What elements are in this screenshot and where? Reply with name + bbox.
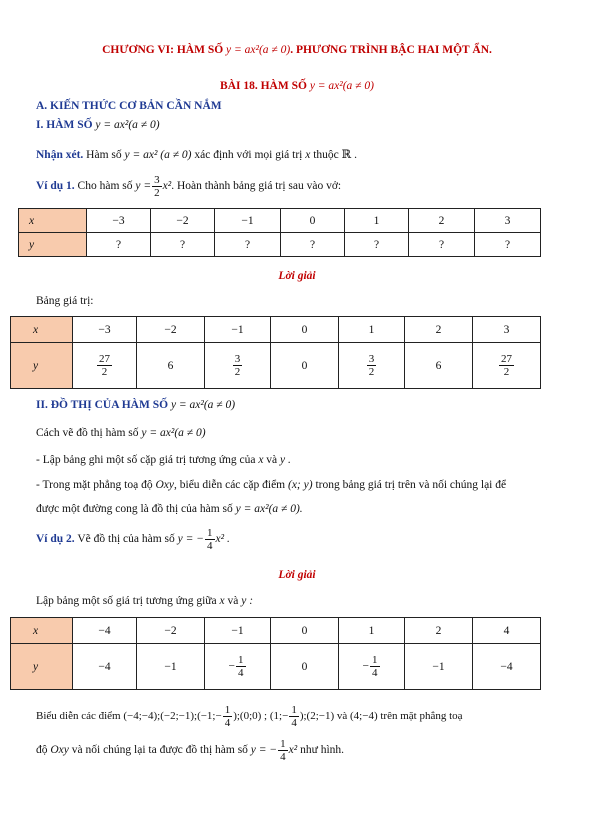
section-2-formula: y = ax²(a ≠ 0) bbox=[170, 399, 236, 411]
answer-table-y-row bbox=[11, 343, 541, 389]
question-table-x-label: x bbox=[19, 209, 87, 233]
example-2-line bbox=[36, 527, 230, 552]
final-text-1: độ bbox=[36, 744, 48, 756]
question-y-cell: ? bbox=[345, 233, 409, 257]
question-table bbox=[18, 208, 541, 257]
example-2-table-x-label: x bbox=[11, 618, 73, 644]
final-y: y = − bbox=[250, 744, 278, 756]
question-x-cell: 3 bbox=[475, 209, 541, 233]
example-2-y-cell: −4 bbox=[73, 644, 137, 690]
chapter-suffix: . PHƯƠNG TRÌNH BẬC HAI MỘT ẨN. bbox=[290, 44, 492, 56]
question-x-cell: −2 bbox=[151, 209, 215, 233]
step-2-point: (x; y) bbox=[288, 479, 313, 491]
question-y-cell: ? bbox=[475, 233, 541, 257]
step-2-text-1: - Trong mặt phẳng toạ độ bbox=[36, 479, 153, 491]
points-p5-close: );(2;−1) bbox=[299, 710, 335, 722]
step-1-and: và bbox=[266, 454, 278, 466]
example-2-table-y-label: y bbox=[11, 644, 73, 690]
step-2-oxy: Oxy bbox=[155, 479, 174, 491]
points-p5-den: 4 bbox=[291, 716, 297, 729]
answer-y-den: 2 bbox=[503, 366, 510, 378]
answer-y-num: 3 bbox=[234, 353, 241, 365]
example-1-text-2: . Hoàn thành bảng giá trị sau vào vở: bbox=[171, 180, 342, 193]
question-x-cell: −3 bbox=[87, 209, 151, 233]
example-2-x-cell: 4 bbox=[473, 618, 541, 644]
remark-formula: y = ax² (a ≠ 0) bbox=[124, 149, 192, 161]
answer-table-x-label: x bbox=[11, 317, 73, 343]
example-2-x2: x² . bbox=[215, 533, 230, 546]
points-p3-num: 1 bbox=[224, 703, 231, 716]
method-text: Cách vẽ đồ thị hàm số bbox=[36, 427, 139, 439]
example-2-y-num: 1 bbox=[372, 654, 378, 666]
example-2-y-cell bbox=[205, 644, 271, 690]
step-1-y: y . bbox=[280, 454, 291, 466]
example-2-frac-num: 1 bbox=[207, 527, 213, 539]
answer-y-cell bbox=[473, 343, 541, 389]
points-last: (4;−4) bbox=[350, 710, 378, 722]
answer-table-x-row bbox=[11, 317, 541, 343]
example-1-label: Ví dụ 1. bbox=[36, 180, 75, 193]
answer-y-num: 27 bbox=[501, 353, 512, 365]
example-2-y-cell: −4 bbox=[473, 644, 541, 690]
question-x-cell: 2 bbox=[409, 209, 475, 233]
answer-x-cell: 3 bbox=[473, 317, 541, 343]
step-2-text-2: , biểu diễn các cặp điểm bbox=[174, 479, 286, 491]
answer-y-den: 2 bbox=[234, 366, 241, 378]
final-frac-num: 1 bbox=[280, 737, 286, 750]
answer-y-num: 3 bbox=[368, 353, 375, 365]
step-2-text-3: trong bảng giá trị trên và nối chúng lại để bbox=[315, 479, 507, 491]
answer-x-cell: −3 bbox=[73, 317, 137, 343]
points-p3-den: 4 bbox=[224, 716, 231, 729]
section-1-formula: y = ax²(a ≠ 0) bbox=[95, 119, 160, 131]
points-p5-num: 1 bbox=[291, 703, 297, 716]
remark-line bbox=[36, 148, 357, 162]
section-2-prefix: II. ĐỒ THỊ CỦA HÀM SỐ bbox=[36, 399, 169, 411]
answer-table-intro: Bảng giá trị: bbox=[36, 295, 94, 307]
points-and: và bbox=[336, 710, 348, 722]
method-line bbox=[36, 426, 206, 440]
points-part-1: (−4;−4);(−2;−1); bbox=[123, 710, 198, 722]
remark-text-2: xác định với mọi giá trị bbox=[194, 149, 303, 161]
chapter-prefix: CHƯƠNG VI: HÀM SỐ bbox=[102, 44, 224, 56]
step-2-text-4: được một đường cong là đồ thị của hàm số bbox=[36, 503, 233, 515]
example-2-table-x-row bbox=[11, 618, 541, 644]
answer-y-cell: 0 bbox=[271, 343, 339, 389]
question-y-cell: ? bbox=[281, 233, 345, 257]
example-2-x-cell: −2 bbox=[137, 618, 205, 644]
final-frac-den: 4 bbox=[280, 750, 286, 763]
minus-sign: − bbox=[362, 660, 369, 673]
final-x2: x² bbox=[288, 744, 298, 756]
answer-table bbox=[10, 316, 541, 389]
question-table-y-label: y bbox=[19, 233, 87, 257]
table-3-intro-text: Lập bảng một số giá trị tương ứng giữa bbox=[36, 595, 217, 607]
example-2-y-cell: 0 bbox=[271, 644, 339, 690]
question-x-cell: 1 bbox=[345, 209, 409, 233]
example-2-text: Vẽ đồ thị của hàm số bbox=[77, 533, 175, 546]
example-2-y-cell: −1 bbox=[137, 644, 205, 690]
lesson-heading bbox=[0, 79, 594, 93]
example-2-y: y = − bbox=[177, 533, 205, 546]
table-3-intro-and: và bbox=[227, 595, 239, 607]
points-p5-open: (1;− bbox=[269, 710, 289, 722]
answer-y-den: 2 bbox=[101, 366, 108, 378]
remark-text-3: thuộc ℝ . bbox=[313, 149, 357, 161]
question-y-cell: ? bbox=[87, 233, 151, 257]
example-2-table bbox=[10, 617, 541, 690]
step-2-formula: y = ax²(a ≠ 0). bbox=[235, 503, 303, 515]
example-2-table-y-row bbox=[11, 644, 541, 690]
method-formula: y = ax²(a ≠ 0) bbox=[141, 427, 206, 439]
example-2-x-cell: 1 bbox=[339, 618, 405, 644]
points-text-1: Biểu diễn các điểm bbox=[36, 710, 121, 722]
section-2-title bbox=[36, 398, 235, 412]
section-1-prefix: I. HÀM SỐ bbox=[36, 119, 93, 131]
step-1-text: - Lập bảng ghi một số cặp giá trị tương ứng của bbox=[36, 454, 256, 466]
example-1-x2: x² bbox=[162, 180, 172, 193]
section-a-title: A. KIẾN THỨC CƠ BẢN CẦN NẮM bbox=[36, 100, 222, 112]
remark-var: x bbox=[305, 149, 311, 161]
solution-label-2: Lời giải bbox=[278, 569, 316, 581]
chapter-formula: y = ax²(a ≠ 0) bbox=[226, 44, 291, 56]
question-y-cell: ? bbox=[151, 233, 215, 257]
answer-x-cell: 2 bbox=[405, 317, 473, 343]
points-p3-open: (−1;− bbox=[197, 710, 222, 722]
example-2-x-cell: 0 bbox=[271, 618, 339, 644]
final-line bbox=[36, 737, 344, 763]
table-3-intro bbox=[36, 594, 253, 608]
answer-x-cell: 0 bbox=[271, 317, 339, 343]
answer-x-cell: −1 bbox=[205, 317, 271, 343]
table-3-intro-x: x bbox=[219, 595, 225, 607]
answer-x-cell: −2 bbox=[137, 317, 205, 343]
lesson-prefix: BÀI 18. HÀM SỐ bbox=[220, 80, 307, 92]
final-text-3: như hình. bbox=[300, 744, 345, 756]
example-1-frac-den: 2 bbox=[154, 187, 160, 199]
step-1-x: x bbox=[258, 454, 264, 466]
question-x-cell: −1 bbox=[215, 209, 281, 233]
example-1-fraction bbox=[152, 174, 162, 199]
answer-table-y-label: y bbox=[11, 343, 73, 389]
lesson-formula: y = ax²(a ≠ 0) bbox=[309, 80, 374, 92]
points-text-2: trên mặt phẳng toạ bbox=[380, 710, 463, 722]
chapter-heading bbox=[0, 43, 594, 57]
remark-text-1: Hàm số bbox=[86, 149, 122, 161]
section-1-title bbox=[36, 118, 160, 132]
points-p3-close: );(0;0) ; bbox=[233, 710, 268, 722]
step-1-line bbox=[36, 453, 291, 467]
step-2-line-2 bbox=[36, 502, 303, 516]
example-2-x-cell: −4 bbox=[73, 618, 137, 644]
question-x-cell: 0 bbox=[281, 209, 345, 233]
example-1-text-1: Cho hàm số bbox=[77, 180, 133, 193]
step-2-line-1 bbox=[36, 478, 506, 492]
points-line bbox=[36, 703, 463, 729]
answer-y-num: 27 bbox=[99, 353, 110, 365]
minus-sign: − bbox=[228, 660, 235, 673]
remark-label: Nhận xét. bbox=[36, 149, 84, 161]
answer-y-cell bbox=[73, 343, 137, 389]
example-2-x-cell: 2 bbox=[405, 618, 473, 644]
final-text-2: và nối chúng lại ta được đồ thị hàm số bbox=[71, 744, 248, 756]
example-2-frac-den: 4 bbox=[207, 540, 213, 552]
example-2-y-den: 4 bbox=[238, 667, 244, 679]
final-oxy: Oxy bbox=[50, 744, 69, 756]
answer-y-cell bbox=[205, 343, 271, 389]
example-1-line bbox=[36, 174, 341, 199]
question-table-x-row bbox=[19, 209, 541, 233]
answer-x-cell: 1 bbox=[339, 317, 405, 343]
answer-y-cell: 6 bbox=[137, 343, 205, 389]
question-y-cell: ? bbox=[215, 233, 281, 257]
example-2-x-cell: −1 bbox=[205, 618, 271, 644]
example-2-y-cell bbox=[339, 644, 405, 690]
solution-label-1: Lời giải bbox=[278, 270, 316, 282]
example-2-y-den: 4 bbox=[372, 667, 378, 679]
example-2-y-num: 1 bbox=[238, 654, 244, 666]
answer-y-cell bbox=[339, 343, 405, 389]
example-2-y-cell: −1 bbox=[405, 644, 473, 690]
question-y-cell: ? bbox=[409, 233, 475, 257]
question-table-y-row bbox=[19, 233, 541, 257]
example-2-fraction bbox=[205, 527, 215, 552]
table-3-intro-y: y : bbox=[241, 595, 254, 607]
example-1-y: y = bbox=[135, 180, 152, 193]
answer-y-den: 2 bbox=[368, 366, 375, 378]
answer-y-cell: 6 bbox=[405, 343, 473, 389]
example-2-label: Ví dụ 2. bbox=[36, 533, 75, 546]
example-1-frac-num: 3 bbox=[154, 174, 160, 186]
